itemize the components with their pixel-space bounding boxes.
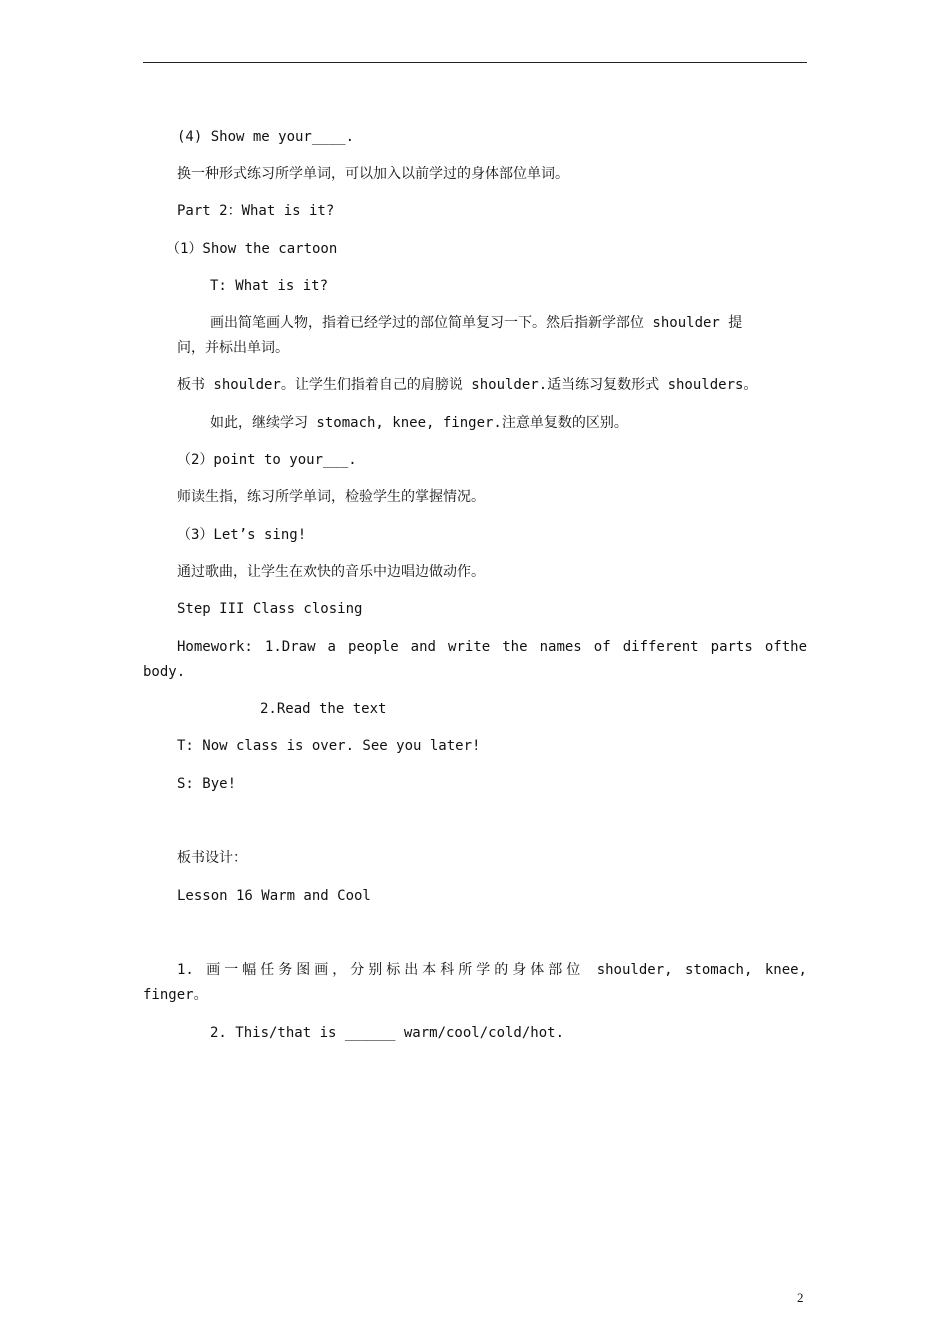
text-line: 师读生指，练习所学单词，检验学生的掌握情况。 (177, 489, 485, 505)
text-line: （2）point to your___. (177, 452, 357, 468)
section-heading: Step III Class closing (177, 601, 363, 617)
text-line: 画出简笔画人物，指着已经学过的部位简单复习一下。然后指新学部位 shoulder 提 (210, 315, 743, 331)
text-line: （3）Let’s sing! (177, 527, 307, 543)
text-line: 如此，继续学习 stomach, knee, finger.注意单复数的区别。 (210, 415, 628, 431)
text-line: S: Bye! (177, 776, 237, 792)
page-number: 2 (797, 1290, 804, 1305)
section-heading: Part 2：What is it? (177, 203, 335, 219)
text-line: 换一种形式练习所学单词，可以加入以前学过的身体部位单词。 (177, 166, 569, 182)
text-line: 板书 shoulder。让学生们指着自己的肩膀说 shoulder.适当练习复数形式 shoulders。 (177, 377, 758, 393)
text-line: 2. This/that is ______ warm/cool/cold/hot. (210, 1025, 565, 1041)
text-line: finger。 (143, 987, 208, 1003)
text-line: 问，并标出单词。 (177, 340, 289, 356)
text-line: T: Now class is over. See you later! (177, 738, 481, 754)
text-line: T: What is it? (210, 278, 329, 294)
text-line: 通过歌曲，让学生在欢快的音乐中边唱边做动作。 (177, 564, 485, 580)
header-rule (143, 62, 807, 63)
text-line: （1）Show the cartoon (166, 241, 338, 257)
text-line: 2.Read the text (260, 701, 387, 717)
lesson-title: Lesson 16 Warm and Cool (177, 888, 371, 904)
text-line: (4) Show me your____. (177, 129, 355, 145)
text-line: Homework: 1.Draw a people and write the names of different parts ofthe (177, 639, 807, 655)
section-heading: 板书设计： (177, 850, 247, 866)
text-line: 1. 画一幅任务图画，分别标出本科所学的身体部位 shoulder, stomach, knee, (177, 962, 807, 978)
text-line: body. (143, 664, 186, 680)
